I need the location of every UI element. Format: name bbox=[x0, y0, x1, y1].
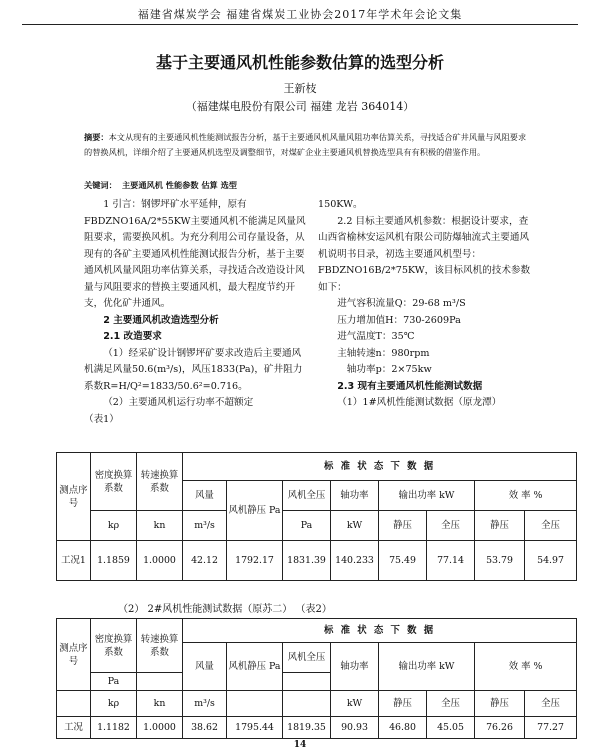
abstract bbox=[84, 130, 532, 160]
cell: 42.12 bbox=[183, 541, 227, 581]
th-output-static: 静压 bbox=[379, 691, 427, 717]
th-speed: 转速换算系数 bbox=[137, 453, 183, 511]
table-row bbox=[57, 541, 577, 581]
th-airflow-unit: m³/s bbox=[183, 691, 227, 717]
table2-caption: （2） 2#风机性能测试数据（原苏二） （表2） bbox=[118, 604, 332, 615]
th-efficiency: 效 率 % bbox=[475, 643, 577, 691]
th-shaft-unit: kW bbox=[331, 511, 379, 541]
cell: 38.62 bbox=[183, 717, 227, 739]
table-row bbox=[57, 717, 577, 739]
cell: 54.97 bbox=[525, 541, 577, 581]
power-continued: 150KW。 bbox=[318, 199, 363, 210]
table1-label: （表1） bbox=[84, 413, 119, 425]
cell: 77.27 bbox=[525, 717, 577, 739]
section-2-1-heading: 2.1 改造要求 bbox=[103, 331, 162, 342]
cell: 140.233 bbox=[331, 541, 379, 581]
cell: 1.1859 bbox=[91, 541, 137, 581]
th-static: 风机静压 Pa bbox=[227, 481, 283, 541]
th-total: 风机全压 bbox=[283, 643, 331, 673]
cell: 90.93 bbox=[331, 717, 379, 739]
th-seq: 测点序号 bbox=[57, 453, 91, 541]
th-total-unit: Pa bbox=[283, 511, 331, 541]
th-density: 密度换算系数 bbox=[91, 619, 137, 673]
th-speed-unit: kn bbox=[137, 511, 183, 541]
cell: 1819.35 bbox=[283, 717, 331, 739]
cell: 75.49 bbox=[379, 541, 427, 581]
requirement-2: （2）主要通风机运行功率不超额定 bbox=[103, 397, 254, 408]
keywords-text: 主要通风机 性能参数 估算 选型 bbox=[121, 180, 237, 190]
th-airflow: 风量 bbox=[183, 481, 227, 511]
cell: 1795.44 bbox=[227, 717, 283, 739]
th-efficiency: 效 率 % bbox=[475, 481, 577, 511]
th-density: 密度换算系数 bbox=[91, 453, 137, 511]
cell: 1.0000 bbox=[137, 717, 183, 739]
abstract-text: 本文从现有的主要通风机性能测试报告分析，基于主要通风机风量风阻功率估算关系，寻找适合矿井风量与风阻要求的替换风机，详细介绍了主要通风机选型及调整细节，对煤矿企业主要通风机替换选型具有有积极的借鉴作用。 bbox=[84, 132, 527, 157]
th-group: 标 准 状 态 下 数 据 bbox=[183, 453, 577, 481]
th-shaft: 轴功率 bbox=[331, 643, 379, 691]
paper-title: 基于主要通风机性能参数估算的选型分析 bbox=[155, 53, 444, 72]
cell: 1.1182 bbox=[91, 717, 137, 739]
param-power: 轴功率p：2×75kw bbox=[346, 364, 432, 375]
left-column bbox=[84, 197, 306, 428]
param-speed: 主轴转速n：980rpm bbox=[337, 347, 430, 359]
right-column bbox=[318, 197, 534, 412]
keywords-label: 关键词： bbox=[84, 180, 117, 190]
th-speed-unit: kn bbox=[137, 691, 183, 717]
cell: 53.79 bbox=[475, 541, 525, 581]
th-shaft: 轴功率 bbox=[331, 481, 379, 511]
th-output: 输出功率 kW bbox=[379, 643, 475, 691]
affiliation: （福建煤电股份有限公司 福建 龙岩 364014） bbox=[185, 100, 415, 113]
keywords bbox=[84, 180, 237, 191]
fan1-caption: （1）1#风机性能测试数据（原龙潭） bbox=[337, 397, 502, 408]
th-output-total: 全压 bbox=[427, 691, 475, 717]
target-fan-paragraph: 2.2 目标主要通风机参数：根据设计要求，查山西省榆林安运风机有限公司防爆轴流式主要通风机说明书目录，初选主要通风机型号：FBDZNO16B/2*75KW，该目标风机的技术参数如下： bbox=[318, 215, 531, 293]
cell: 工况 bbox=[57, 717, 91, 739]
th-static: 风机静压 Pa bbox=[227, 643, 283, 691]
th-static-cont bbox=[227, 691, 283, 717]
requirement-1: （1）经采矿设计钢锣坪矿要求改造后主要通风机满足风量50.6(m³/s)，风压1833(Pa)，矿井阻力系数R=H/Q²=1833/50.6²=0.716。 bbox=[84, 347, 303, 392]
th-seq: 测点序号 bbox=[57, 619, 91, 691]
table-2 bbox=[56, 618, 577, 739]
th-density-unit: kρ bbox=[91, 511, 137, 541]
cell: 1.0000 bbox=[137, 541, 183, 581]
cell: 76.26 bbox=[475, 717, 525, 739]
th-airflow: 风量 bbox=[183, 643, 227, 691]
page-number: 14 bbox=[293, 740, 307, 750]
th-output: 输出功率 kW bbox=[379, 481, 475, 511]
header-rule bbox=[22, 24, 578, 25]
th-group: 标 准 状 态 下 数 据 bbox=[183, 619, 577, 643]
th-airflow-unit: m³/s bbox=[183, 511, 227, 541]
th-eff-static: 静压 bbox=[475, 691, 525, 717]
running-header: 福建省煤炭学会 福建省煤炭工业协会2017年学术年会论文集 bbox=[137, 8, 463, 21]
th-total-cont bbox=[283, 691, 331, 717]
param-pressure: 压力增加值H：730-2609Pa bbox=[337, 314, 461, 326]
cell: 1831.39 bbox=[283, 541, 331, 581]
intro-paragraph: 1 引言：钢锣坪矿水平延伸，原有FBDZNO16A/2*55KW主要通风机不能满足风量风阻要求，需要换风机。为充分利用公司存量设备，从现有的各矿主要通风机性能测试报告分析，基于主要通风机风量风阻功率估算关系，寻找适合改造设计风量与风阻要求的替换主要通风机，最大程度节约开支，优化矿井通风。 bbox=[84, 199, 306, 309]
th-density-unit: kρ bbox=[91, 691, 137, 717]
param-flow: 进气容积流量Q：29-68 m³/S bbox=[337, 298, 466, 309]
th-eff-total: 全压 bbox=[525, 691, 577, 717]
abstract-label: 摘要： bbox=[84, 132, 109, 142]
cell: 工况1 bbox=[57, 541, 91, 581]
cell: 45.05 bbox=[427, 717, 475, 739]
th-eff-total: 全压 bbox=[525, 511, 577, 541]
cell: 46.80 bbox=[379, 717, 427, 739]
cell: 1792.17 bbox=[227, 541, 283, 581]
cell: 77.14 bbox=[427, 541, 475, 581]
th-output-static: 静压 bbox=[379, 511, 427, 541]
th-seq-cont bbox=[57, 691, 91, 717]
th-eff-static: 静压 bbox=[475, 511, 525, 541]
th-total-unit: Pa bbox=[91, 673, 137, 691]
table-1 bbox=[56, 452, 577, 581]
section-2-heading: 2 主要通风机改造选型分析 bbox=[103, 314, 219, 326]
section-2-3-heading: 2.3 现有主要通风机性能测试数据 bbox=[337, 380, 483, 392]
author: 王新枝 bbox=[283, 82, 317, 95]
th-shaft-unit: kW bbox=[331, 691, 379, 717]
th-total: 风机全压 bbox=[283, 481, 331, 511]
th-speed: 转速换算系数 bbox=[137, 619, 183, 673]
th-output-total: 全压 bbox=[427, 511, 475, 541]
param-temperature: 进气温度T：35℃ bbox=[337, 331, 415, 342]
